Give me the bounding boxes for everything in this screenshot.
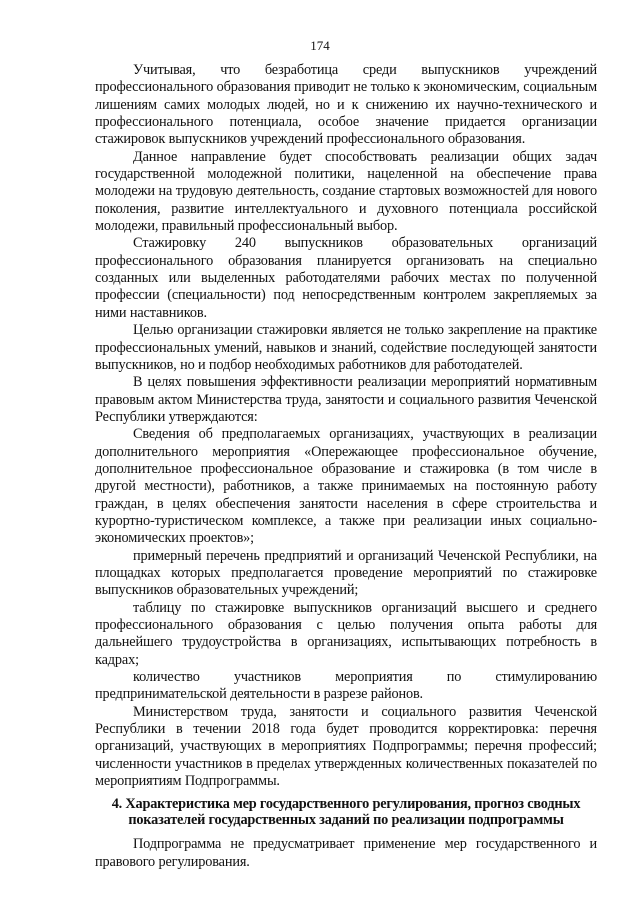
paragraph-regulation: Подпрограмма не предусматривает применение мер государственного и правового регулирования. xyxy=(95,836,597,870)
page-number: 174 xyxy=(310,38,330,53)
paragraph-internship-goal: Целью организации стажировки является не только закрепление на практике профессиональных умений, навыков и знаний, содействие последующей занятости выпускников, но и подбор необходимых работников для работодателей. xyxy=(95,322,597,373)
paragraph-youth-policy: Данное направление будет способствовать реализации общих задач государственной молодежной политики, нацеленной на обеспечение права молодежи на трудовую деятельность, создание стартовых возможностей для нового поколения, развитие интеллектуального и духовного потенциала российской молодежи, правильный профессиональный выбор. xyxy=(95,148,597,235)
paragraph-internship-table: таблицу по стажировке выпускников организаций высшего и среднего профессионального образования с целью получения опыта работы для дальнейшего трудоустройства в организациях, испытывающих потребность в кадрах; xyxy=(95,599,597,668)
paragraph-efficiency: В целях повышения эффективности реализации мероприятий нормативным правовым актом Министерства труда, занятости и социального развития Чеченской Республики утверждаются: xyxy=(95,374,597,425)
paragraph-participants-count: количество участников мероприятия по стимулированию предпринимательской деятельности в разрезе районов. xyxy=(95,669,597,703)
paragraph-enterprises-list: примерный перечень предприятий и организаций Чеченской Республики, на площадках которых предполагается проведение мероприятий по стажировке выпускников образовательных учреждений; xyxy=(95,547,597,599)
paragraph-ministry-correction: Министерством труда, занятости и социального развития Чеченской Республики в течении 2018 года будет проводится корректировка: перечня организаций, участвующих в мероприятиях Подпрограммы; перечня профессий; численности участников в пределах утвержденных количественных показателей по мероприятиям Подпрограммы. xyxy=(95,703,597,790)
paragraph-unemployment: Учитывая, что безработица среди выпускников учреждений профессионального образования приводит не только к экономическим, социальным лишениям самих молодых людей, но и к снижению их научно-технического и профессионального потенциала, особое значение придается организации стажировок выпускников учреждений профессионального образования. xyxy=(95,62,597,148)
page-content xyxy=(95,62,597,871)
paragraph-internship-240: Стажировку 240 выпускников образовательных организаций профессионального образования планируется организовать на специально созданных или выделенных работодателями рабочих местах по полученной профессии (специальности) под непосредственным контролем закрепляемых за ними наставников. xyxy=(95,235,597,321)
paragraph-organizations-info: Сведения об предполагаемых организациях, участвующих в реализации дополнительного мероприятия «Опережающее профессиональное обучение, дополнительное профессиональное образование и стажировка (в том числе в другой местности), работников, а также принимаемых на постоянную работу граждан, в целях обеспечения занятости населения в сфере строительства и курортно-туристическом комплексе, а также при реализации иных социально-экономических проектов»; xyxy=(95,426,597,547)
section-heading: 4. Характеристика мер государственного регулирования, прогноз сводных показателей государственных заданий по реализации подпрограммы xyxy=(111,796,581,829)
